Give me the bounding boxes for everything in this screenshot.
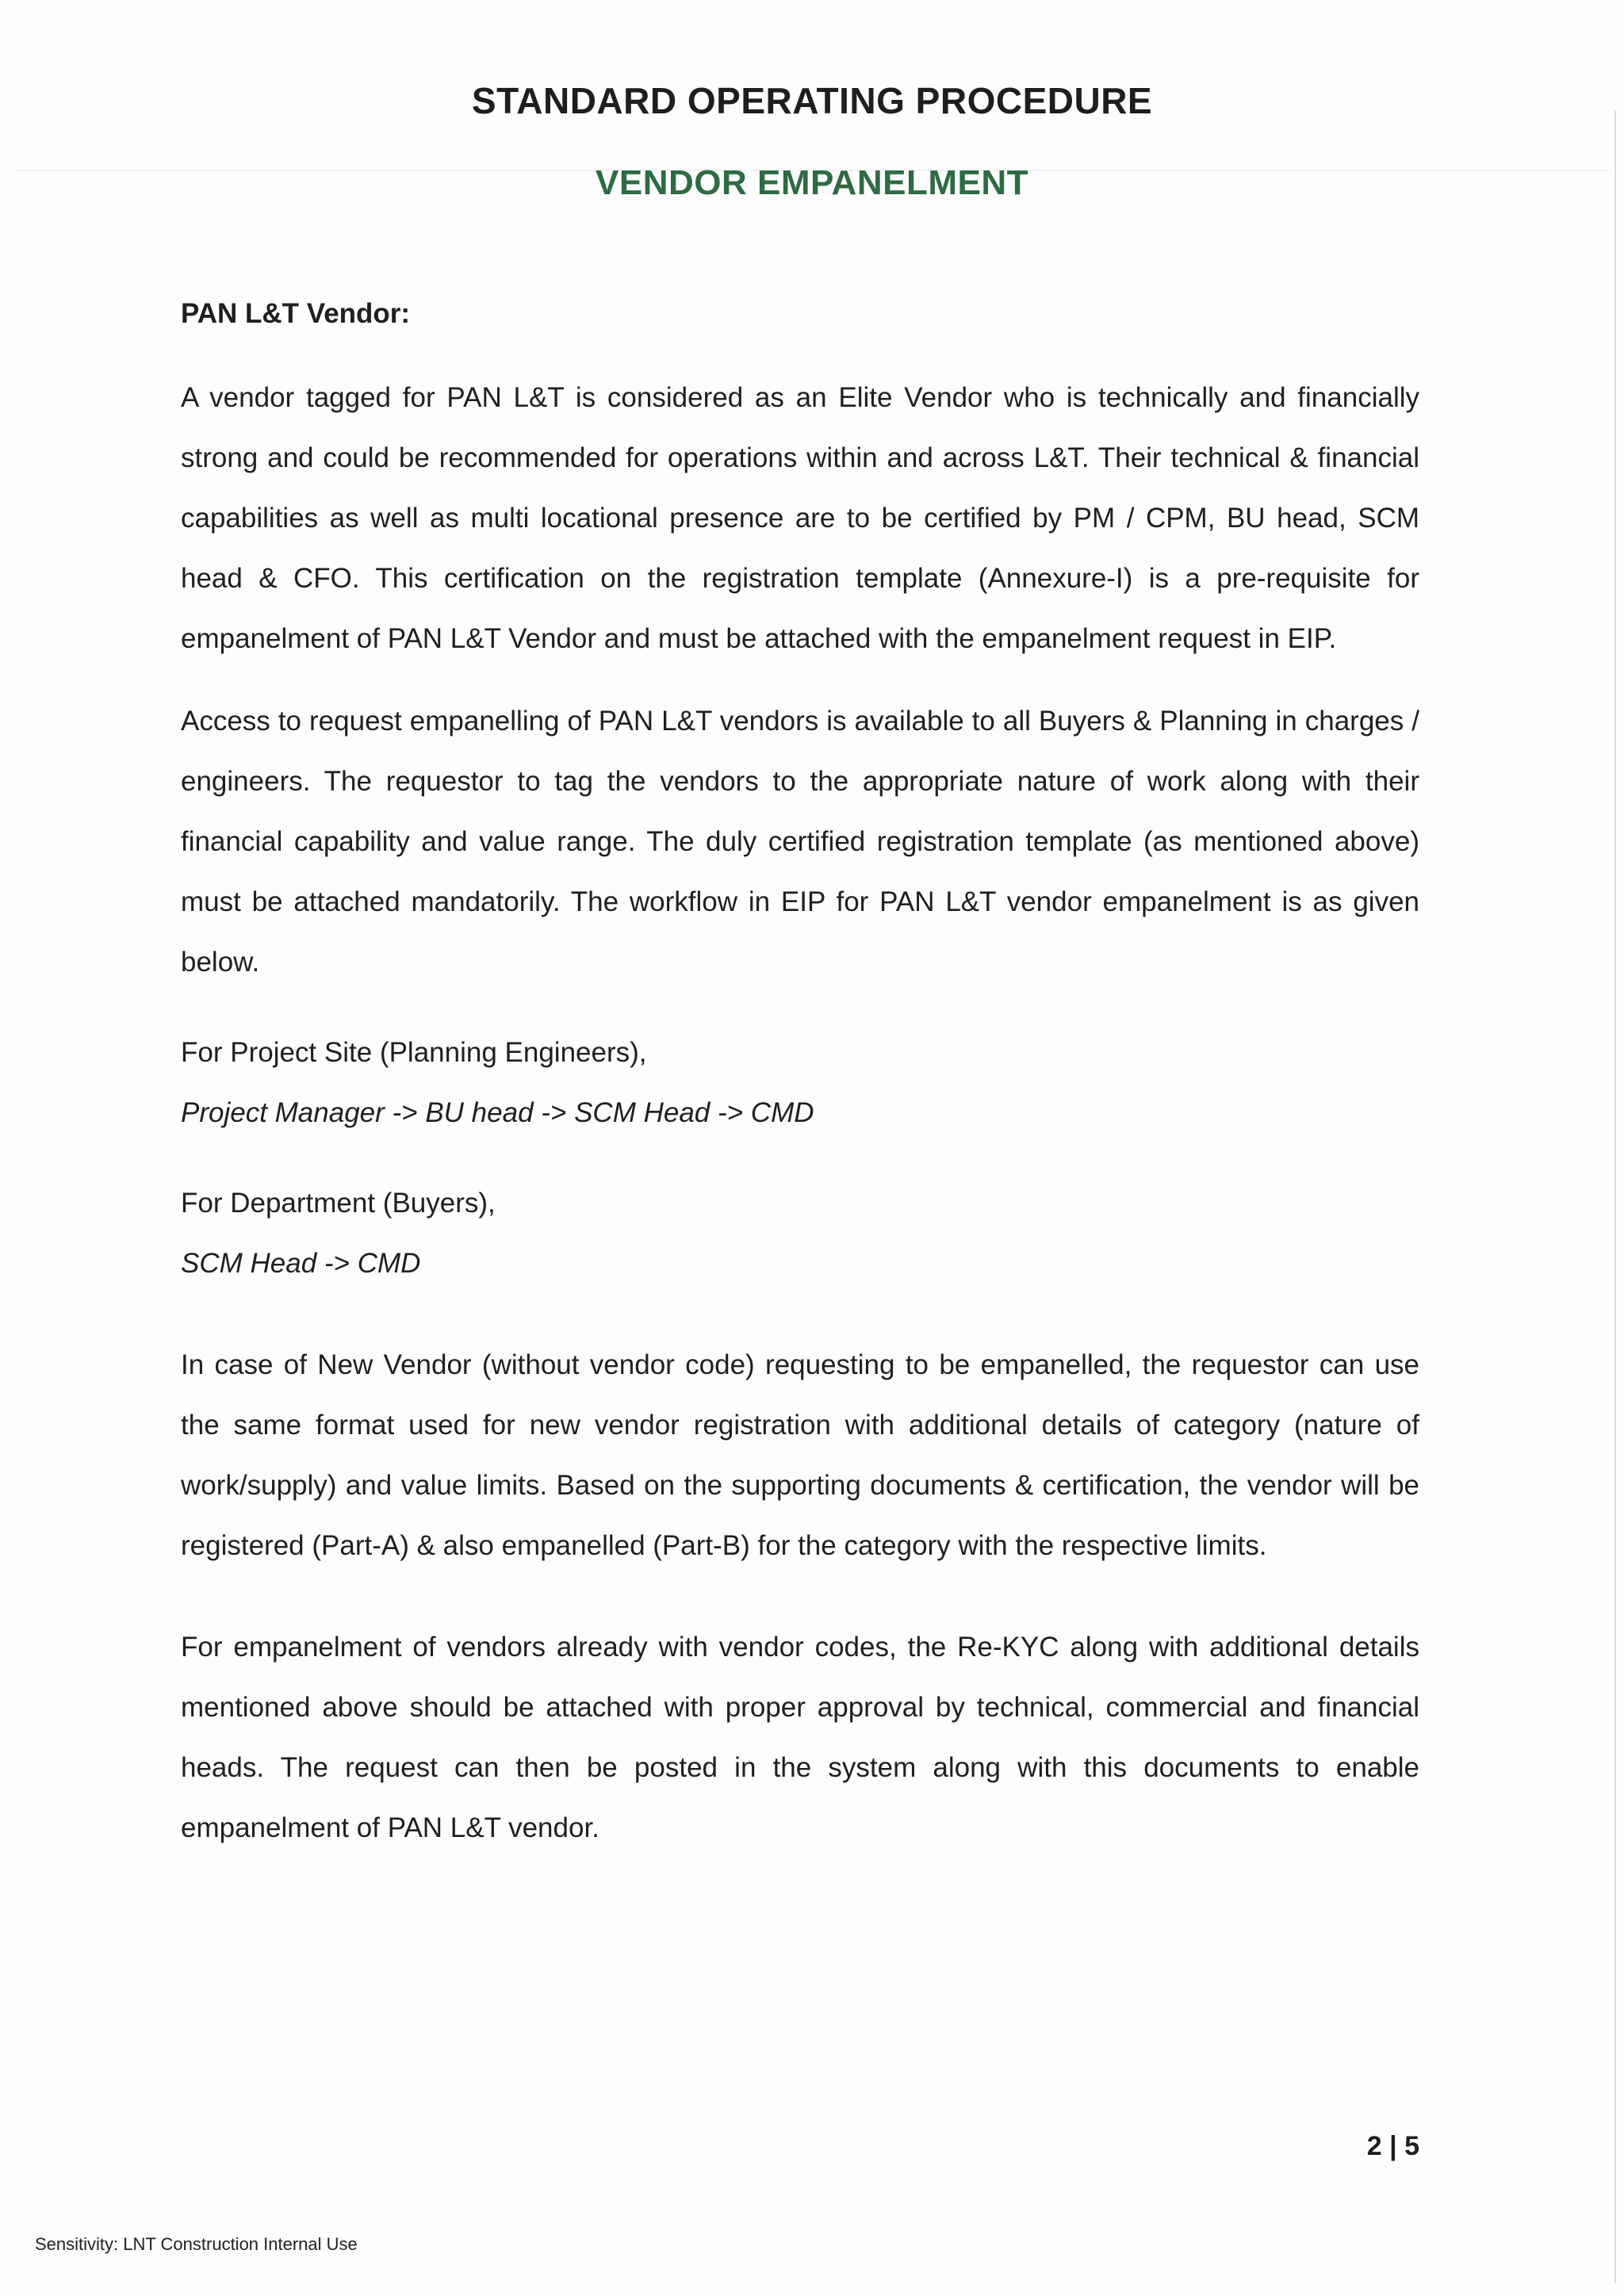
workflow-department-flow: SCM Head -> CMD <box>181 1248 421 1279</box>
sensitivity-label: Sensitivity: LNT Construction Internal Use <box>35 2234 358 2254</box>
document-title: STANDARD OPERATING PROCEDURE <box>471 80 1153 121</box>
paragraph-new-vendor: In case of New Vendor (without vendor code) requesting to be empanelled, the requestor can use the same format used for new vendor registration with additional details of category (nature of work/supply) and value limits. Based on the supporting documents & certification, the vendor will be registered (Part-A) & also empanelled (Part-B) for the category with the respective limits. <box>181 1349 1419 1561</box>
paragraph-access-request: Access to request empanelling of PAN L&T vendors is available to all Buyers & Planning in charges / engineers. The requestor to tag the vendors to the appropriate nature of work along with their financial capability and value range. The duly certified registration template (as mentioned above) must be attached mandatorily. The workflow in EIP for PAN L&T vendor empanelment is as given below. <box>181 706 1419 978</box>
section-heading: PAN L&T Vendor: <box>181 298 411 329</box>
workflow-project-site-label: For Project Site (Planning Engineers), <box>181 1037 647 1068</box>
page-number: 2 | 5 <box>1366 2131 1419 2161</box>
workflow-project-site-flow: Project Manager -> BU head -> SCM Head -> CMD <box>181 1097 814 1128</box>
workflow-department-label: For Department (Buyers), <box>181 1188 496 1219</box>
document-subtitle: VENDOR EMPANELMENT <box>596 163 1028 202</box>
paragraph-existing-vendor: For empanelment of vendors already with vendor codes, the Re-KYC along with additional details mentioned above should be attached with proper approval by technical, commercial and financial heads. The request can then be posted in the system along with this documents to enable empanelment of PAN L&T vendor. <box>181 1632 1419 1843</box>
paragraph-elite-vendor: A vendor tagged for PAN L&T is considered as an Elite Vendor who is technically and financially strong and could be recommended for operations within and across L&T. Their technical & financial capabilities as well as multi locational presence are to be certified by PM / CPM, BU head, SCM head & CFO. This certification on the registration template (Annexure-I) is a pre-requisite for empanelment of PAN L&T Vendor and must be attached with the empanelment request in EIP. <box>181 382 1419 654</box>
scan-edge <box>1614 111 1616 2283</box>
document-body <box>181 293 1419 1858</box>
